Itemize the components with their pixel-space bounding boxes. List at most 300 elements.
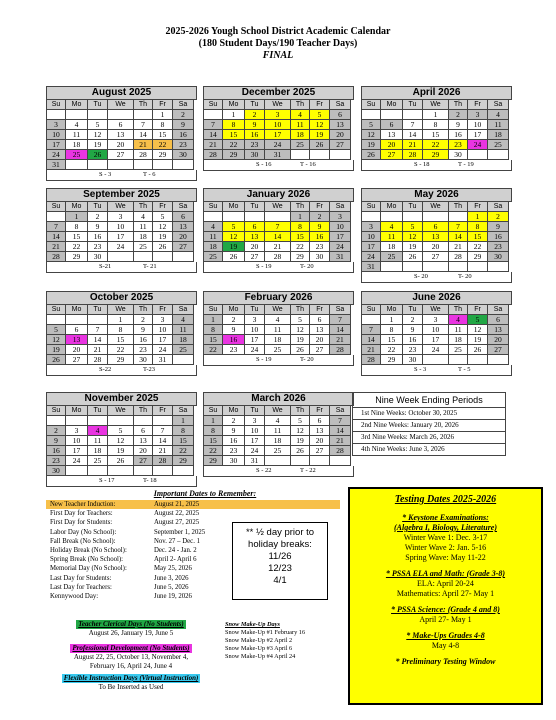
calendar-day: 28 xyxy=(153,456,173,466)
calendar-day: 7 xyxy=(134,120,153,130)
calendar-day xyxy=(468,150,488,160)
day-header: Th xyxy=(291,100,310,110)
calendar-day: 26 xyxy=(291,446,310,456)
calendar-day: 13 xyxy=(245,232,265,242)
day-header: We xyxy=(423,305,449,315)
student-days: S-21 xyxy=(99,263,112,270)
student-days: S - 3 xyxy=(99,171,112,178)
calendar-day: 25 xyxy=(66,150,88,160)
month-title: October 2025 xyxy=(46,291,197,305)
nine-week-title: Nine Week Ending Periods xyxy=(353,393,505,408)
calendar-day xyxy=(134,160,153,170)
calendar-day: 17 xyxy=(330,232,351,242)
legend xyxy=(46,620,216,692)
calendar-day: 31 xyxy=(153,355,173,365)
nine-week-periods xyxy=(352,392,506,456)
month-grid xyxy=(361,100,512,160)
calendar-day: 3 xyxy=(153,315,173,325)
calendar-day xyxy=(108,252,134,262)
calendar-day: 11 xyxy=(449,325,468,335)
calendar-day: 23 xyxy=(88,242,108,252)
day-header: Fr xyxy=(310,305,330,315)
teacher-days: T- 20 xyxy=(458,273,472,280)
calendar-day: 8 xyxy=(381,325,403,335)
calendar-day: 18 xyxy=(488,130,509,140)
calendar-day: 7 xyxy=(265,222,291,232)
calendar-day: 21 xyxy=(47,242,66,252)
calendar-day: 20 xyxy=(134,446,153,456)
calendar-day: 17 xyxy=(47,140,66,150)
day-counts xyxy=(361,365,512,376)
calendar-day: 19 xyxy=(362,140,381,150)
calendar-day: 9 xyxy=(223,325,245,335)
calendar-day xyxy=(88,110,108,120)
calendar-day: 3 xyxy=(265,110,291,120)
calendar-day: 11 xyxy=(134,222,153,232)
calendar-day: 6 xyxy=(173,212,194,222)
calendar-day: 26 xyxy=(47,355,66,365)
calendar-day xyxy=(108,110,134,120)
calendar-day: 8 xyxy=(423,120,449,130)
calendar-day: 11 xyxy=(66,130,88,140)
month-title: May 2026 xyxy=(361,188,512,202)
calendar-day: 23 xyxy=(403,345,423,355)
day-header: Mo xyxy=(223,100,245,110)
calendar-day xyxy=(403,110,423,120)
important-date-label: Last Day for Students: xyxy=(50,574,112,582)
day-header: Sa xyxy=(173,305,194,315)
calendar-day: 3 xyxy=(47,120,66,130)
calendar-day xyxy=(381,110,403,120)
calendar-day: 20 xyxy=(310,335,330,345)
pssa-science-dates: April 27- May 1 xyxy=(419,615,472,624)
day-header: Tu xyxy=(245,100,265,110)
day-header: Su xyxy=(204,305,223,315)
day-header: We xyxy=(423,202,449,212)
calendar-day: 3 xyxy=(362,222,381,232)
calendar-day: 26 xyxy=(223,252,245,262)
calendar-day: 25 xyxy=(265,446,291,456)
day-header: Mo xyxy=(66,202,88,212)
legend-prof-dev-dates: August 22, 25, October 13, November 4, xyxy=(73,653,189,661)
day-header: Tu xyxy=(245,305,265,315)
calendar-day: 6 xyxy=(423,222,449,232)
calendar-day: 28 xyxy=(265,252,291,262)
calendar-day: 22 xyxy=(423,140,449,150)
calendar-day xyxy=(88,160,108,170)
calendar-day: 23 xyxy=(310,242,330,252)
calendar-day: 12 xyxy=(291,325,310,335)
day-header: Tu xyxy=(245,406,265,416)
calendar-day: 29 xyxy=(153,150,173,160)
calendar-day: 21 xyxy=(204,140,223,150)
calendar-day: 24 xyxy=(108,242,134,252)
calendar-day: 5 xyxy=(47,325,66,335)
important-date-label: Memorial Day (No School): xyxy=(50,565,127,573)
calendar-day xyxy=(265,456,291,466)
day-header: Mo xyxy=(66,100,88,110)
day-header: Sa xyxy=(173,406,194,416)
calendar-day xyxy=(381,262,403,272)
calendar-day: 29 xyxy=(108,355,134,365)
important-date-value: June 19, 2026 xyxy=(154,592,192,600)
calendar-day xyxy=(47,110,66,120)
calendar-day: 20 xyxy=(66,345,88,355)
calendar-day xyxy=(88,466,108,476)
calendar-day: 5 xyxy=(310,110,330,120)
day-counts xyxy=(203,160,354,171)
calendar-day: 25 xyxy=(381,252,403,262)
calendar-day xyxy=(108,466,134,476)
testing-title: Testing Dates 2025-2026 xyxy=(394,494,497,505)
teacher-days: T - 5 xyxy=(458,366,471,373)
calendar-day: 23 xyxy=(488,242,509,252)
teacher-days: T- 21 xyxy=(143,263,157,270)
calendar-day xyxy=(423,262,449,272)
calendar-day: 10 xyxy=(245,325,265,335)
keystone-subjects: (Algebra I, Biology, Literature) xyxy=(393,523,498,532)
calendar-day: 30 xyxy=(488,252,509,262)
calendar-day: 4 xyxy=(449,315,468,325)
calendar-day: 1 xyxy=(153,110,173,120)
day-header: Mo xyxy=(66,406,88,416)
calendar-day xyxy=(449,262,468,272)
calendar-day: 24 xyxy=(153,345,173,355)
calendar-day: 27 xyxy=(423,252,449,262)
calendar-day: 27 xyxy=(310,345,330,355)
day-header: Mo xyxy=(223,406,245,416)
calendar-day: 8 xyxy=(291,222,310,232)
calendar-day xyxy=(47,315,66,325)
calendar-day: 5 xyxy=(291,315,310,325)
calendar-day xyxy=(173,252,194,262)
calendar-day: 7 xyxy=(47,222,66,232)
day-header: Sa xyxy=(173,202,194,212)
important-date-label: Last Day for Teachers: xyxy=(50,583,112,591)
half-day-date: 11/26 xyxy=(268,551,292,562)
calendar-day: 25 xyxy=(88,456,108,466)
calendar-day: 16 xyxy=(47,446,66,456)
month-title: November 2025 xyxy=(46,392,197,406)
calendar-day: 26 xyxy=(291,345,310,355)
calendar-day: 19 xyxy=(47,345,66,355)
calendar-day: 19 xyxy=(223,242,245,252)
calendar-day xyxy=(468,355,488,365)
half-day-line2: holiday breaks: xyxy=(248,539,312,550)
calendar-day: 4 xyxy=(134,212,153,222)
calendar-day xyxy=(310,150,330,160)
calendar-day: 2 xyxy=(223,416,245,426)
month-grid xyxy=(203,202,354,262)
calendar-day: 17 xyxy=(153,335,173,345)
calendar-day: 18 xyxy=(204,242,223,252)
calendar-day: 17 xyxy=(245,335,265,345)
day-header: Tu xyxy=(403,202,423,212)
calendar-day xyxy=(173,160,194,170)
calendar-day: 26 xyxy=(153,242,173,252)
calendar-day xyxy=(362,212,381,222)
preliminary-note: * Preliminary Testing Window xyxy=(395,657,496,666)
calendar-day: 31 xyxy=(362,262,381,272)
calendar-day: 7 xyxy=(362,325,381,335)
calendar-day: 8 xyxy=(468,222,488,232)
calendar-day: 28 xyxy=(449,252,468,262)
calendar-day xyxy=(381,212,403,222)
calendar-day: 4 xyxy=(173,315,194,325)
calendar-day: 8 xyxy=(66,222,88,232)
calendar-day: 16 xyxy=(173,130,194,140)
day-header: Sa xyxy=(173,100,194,110)
day-header: Fr xyxy=(153,305,173,315)
calendar-day: 17 xyxy=(468,130,488,140)
calendar-day: 29 xyxy=(173,456,194,466)
calendar-day: 19 xyxy=(153,232,173,242)
calendar-day: 13 xyxy=(173,222,194,232)
calendar-day: 27 xyxy=(310,446,330,456)
calendar-day: 29 xyxy=(468,252,488,262)
calendar-day: 5 xyxy=(291,416,310,426)
student-days: S - 17 xyxy=(99,477,115,484)
calendar-day: 1 xyxy=(381,315,403,325)
calendar-day: 23 xyxy=(47,456,66,466)
month-title: February 2026 xyxy=(203,291,354,305)
calendar-day: 30 xyxy=(134,355,153,365)
calendar-day: 7 xyxy=(88,325,108,335)
calendar-day: 25 xyxy=(449,345,468,355)
legend-prof-dev-dates: February 16, April 24, June 4 xyxy=(89,662,173,670)
calendar-day: 16 xyxy=(403,335,423,345)
calendar-day: 28 xyxy=(88,355,108,365)
calendar-day: 12 xyxy=(223,232,245,242)
legend-flex: Flexible Instruction Days (Virtual Instruction) xyxy=(63,674,199,682)
calendar-day: 20 xyxy=(488,335,509,345)
calendar-day: 3 xyxy=(468,110,488,120)
important-date-value: May 25, 2026 xyxy=(154,565,192,573)
day-header: Su xyxy=(362,202,381,212)
calendar-day: 21 xyxy=(362,345,381,355)
calendar-day: 29 xyxy=(291,252,310,262)
important-date-value: April 2- April 6 xyxy=(154,556,197,564)
calendar-day: 26 xyxy=(88,150,108,160)
calendar-day xyxy=(423,355,449,365)
important-date-value: Dec. 24 - Jan. 2 xyxy=(154,546,197,554)
day-counts xyxy=(46,476,197,487)
day-header: Fr xyxy=(310,202,330,212)
calendar-day: 9 xyxy=(223,426,245,436)
day-header: Fr xyxy=(310,406,330,416)
nine-week-row: 3rd Nine Weeks: March 26, 2026 xyxy=(353,432,505,444)
calendar-day xyxy=(488,355,509,365)
calendar-day: 18 xyxy=(88,446,108,456)
calendar-day: 12 xyxy=(108,436,134,446)
calendar-day: 29 xyxy=(66,252,88,262)
calendar-day: 2 xyxy=(134,315,153,325)
calendar-day: 25 xyxy=(173,345,194,355)
calendar-day: 1 xyxy=(66,212,88,222)
nine-week-row: 2nd Nine Weeks: January 20, 2026 xyxy=(353,420,505,432)
calendar-day xyxy=(134,110,153,120)
important-date-value: June 5, 2026 xyxy=(154,583,189,591)
day-header: Tu xyxy=(88,202,108,212)
calendar-day: 22 xyxy=(291,242,310,252)
calendar-day: 8 xyxy=(204,325,223,335)
calendar-day: 18 xyxy=(381,242,403,252)
calendar-day xyxy=(66,416,88,426)
calendar-day: 12 xyxy=(153,222,173,232)
important-date-value: Nov. 27 – Dec. 1 xyxy=(154,537,200,545)
calendar-day: 6 xyxy=(245,222,265,232)
calendar-day: 28 xyxy=(403,150,423,160)
day-header: Su xyxy=(47,305,66,315)
calendar-day: 6 xyxy=(310,315,330,325)
day-header: Tu xyxy=(403,305,423,315)
calendar-day: 15 xyxy=(153,130,173,140)
calendar-day: 10 xyxy=(47,130,66,140)
student-days: S - 19 xyxy=(256,356,272,363)
month-9 xyxy=(46,392,197,487)
day-header: Th xyxy=(134,406,153,416)
month-title: January 2026 xyxy=(203,188,354,202)
calendar-day: 20 xyxy=(108,140,134,150)
calendar-day: 30 xyxy=(47,466,66,476)
day-header: We xyxy=(108,202,134,212)
calendar-day xyxy=(173,355,194,365)
calendar-day: 30 xyxy=(403,355,423,365)
calendar-day: 18 xyxy=(265,335,291,345)
calendar-day: 9 xyxy=(449,120,468,130)
calendar-day: 2 xyxy=(449,110,468,120)
calendar-day xyxy=(310,456,330,466)
calendar-day: 2 xyxy=(223,315,245,325)
calendar-day xyxy=(47,416,66,426)
important-dates-title: Important Dates to Remember: xyxy=(153,489,257,498)
calendar-day: 19 xyxy=(291,436,310,446)
day-header: Su xyxy=(204,406,223,416)
day-header: Sa xyxy=(488,100,509,110)
calendar-day: 13 xyxy=(381,130,403,140)
calendar-day: 24 xyxy=(47,150,66,160)
calendar-day: 23 xyxy=(223,345,245,355)
calendar-day: 25 xyxy=(204,252,223,262)
calendar-day: 18 xyxy=(291,130,310,140)
important-date-label: New Teacher Induction: xyxy=(50,501,116,508)
pssa-ela-heading: * PSSA ELA and Math: (Grade 3-8) xyxy=(385,569,506,578)
calendar-day xyxy=(403,212,423,222)
calendar-day: 9 xyxy=(134,325,153,335)
month-7 xyxy=(203,291,354,366)
student-days: S- 20 xyxy=(414,273,428,280)
calendar-day: 2 xyxy=(245,110,265,120)
day-header: Tu xyxy=(403,100,423,110)
calendar-day: 13 xyxy=(310,325,330,335)
calendar-day: 28 xyxy=(362,355,381,365)
nine-week-row: 4th Nine Weeks: June 3, 2026 xyxy=(361,445,445,453)
calendar-day: 16 xyxy=(488,232,509,242)
month-3 xyxy=(46,188,197,273)
month-grid xyxy=(203,305,354,355)
winter-wave-2: Winter Wave 2: Jan. 5-16 xyxy=(404,543,487,552)
calendar-day: 10 xyxy=(468,120,488,130)
calendar-day: 21 xyxy=(134,140,153,150)
calendar-day: 17 xyxy=(245,436,265,446)
calendar-day: 9 xyxy=(488,222,509,232)
calendar-day: 30 xyxy=(310,252,330,262)
day-header: Sa xyxy=(488,305,509,315)
calendar-day: 2 xyxy=(173,110,194,120)
calendar-day: 16 xyxy=(134,335,153,345)
day-header: Fr xyxy=(468,305,488,315)
calendar-day: 14 xyxy=(134,130,153,140)
calendar-day: 4 xyxy=(488,110,509,120)
important-date-value: September 1, 2025 xyxy=(154,528,206,536)
calendar-day: 6 xyxy=(66,325,88,335)
day-header: We xyxy=(108,406,134,416)
day-header: Mo xyxy=(381,100,403,110)
pssa-math-dates: Mathematics: April 27- May 1 xyxy=(396,589,495,598)
calendar-day: 10 xyxy=(153,325,173,335)
pssa-ela-dates: ELA: April 20-24 xyxy=(417,579,474,588)
calendar-day xyxy=(108,160,134,170)
calendar-day: 17 xyxy=(362,242,381,252)
calendar-day: 28 xyxy=(330,345,351,355)
calendar-day: 8 xyxy=(223,120,245,130)
day-header: Su xyxy=(204,100,223,110)
calendar-day: 1 xyxy=(204,416,223,426)
important-date-value: August 22, 2025 xyxy=(154,510,200,518)
calendar-day: 28 xyxy=(134,150,153,160)
calendar-day: 19 xyxy=(468,335,488,345)
calendar-day xyxy=(134,252,153,262)
calendar-day: 21 xyxy=(330,335,351,345)
calendar-day: 15 xyxy=(173,436,194,446)
calendar-subtitle: (180 Student Days/190 Teacher Days) xyxy=(198,38,358,49)
calendar-day: 27 xyxy=(66,355,88,365)
calendar-day: 7 xyxy=(330,416,351,426)
calendar-day xyxy=(134,466,153,476)
calendar-day: 12 xyxy=(47,335,66,345)
important-date-label: First Day for Teachers: xyxy=(50,510,113,518)
calendar-day: 27 xyxy=(381,150,403,160)
calendar-day: 22 xyxy=(223,140,245,150)
month-grid xyxy=(203,406,354,466)
calendar-day xyxy=(468,262,488,272)
calendar-day: 23 xyxy=(223,446,245,456)
day-header: We xyxy=(265,100,291,110)
calendar-day: 17 xyxy=(66,446,88,456)
calendar-day: 30 xyxy=(223,456,245,466)
month-title: June 2026 xyxy=(361,291,512,305)
calendar-day: 5 xyxy=(362,120,381,130)
calendar-day: 15 xyxy=(204,335,223,345)
calendar-day: 14 xyxy=(153,436,173,446)
calendar-day xyxy=(423,212,449,222)
calendar-day: 6 xyxy=(134,426,153,436)
calendar-day: 12 xyxy=(468,325,488,335)
month-grid xyxy=(361,305,512,365)
legend-teacher-clerical: Teacher Clerical Days (No Students) xyxy=(78,620,184,628)
calendar-day: 15 xyxy=(204,436,223,446)
calendar-day: 4 xyxy=(265,315,291,325)
day-header: Th xyxy=(291,305,310,315)
calendar-day: 28 xyxy=(47,252,66,262)
calendar-day: 20 xyxy=(330,130,351,140)
calendar-day xyxy=(291,150,310,160)
calendar-day: 8 xyxy=(173,426,194,436)
calendar-day: 7 xyxy=(449,222,468,232)
day-header: Mo xyxy=(381,305,403,315)
calendar-day: 17 xyxy=(265,130,291,140)
calendar-day: 8 xyxy=(204,426,223,436)
